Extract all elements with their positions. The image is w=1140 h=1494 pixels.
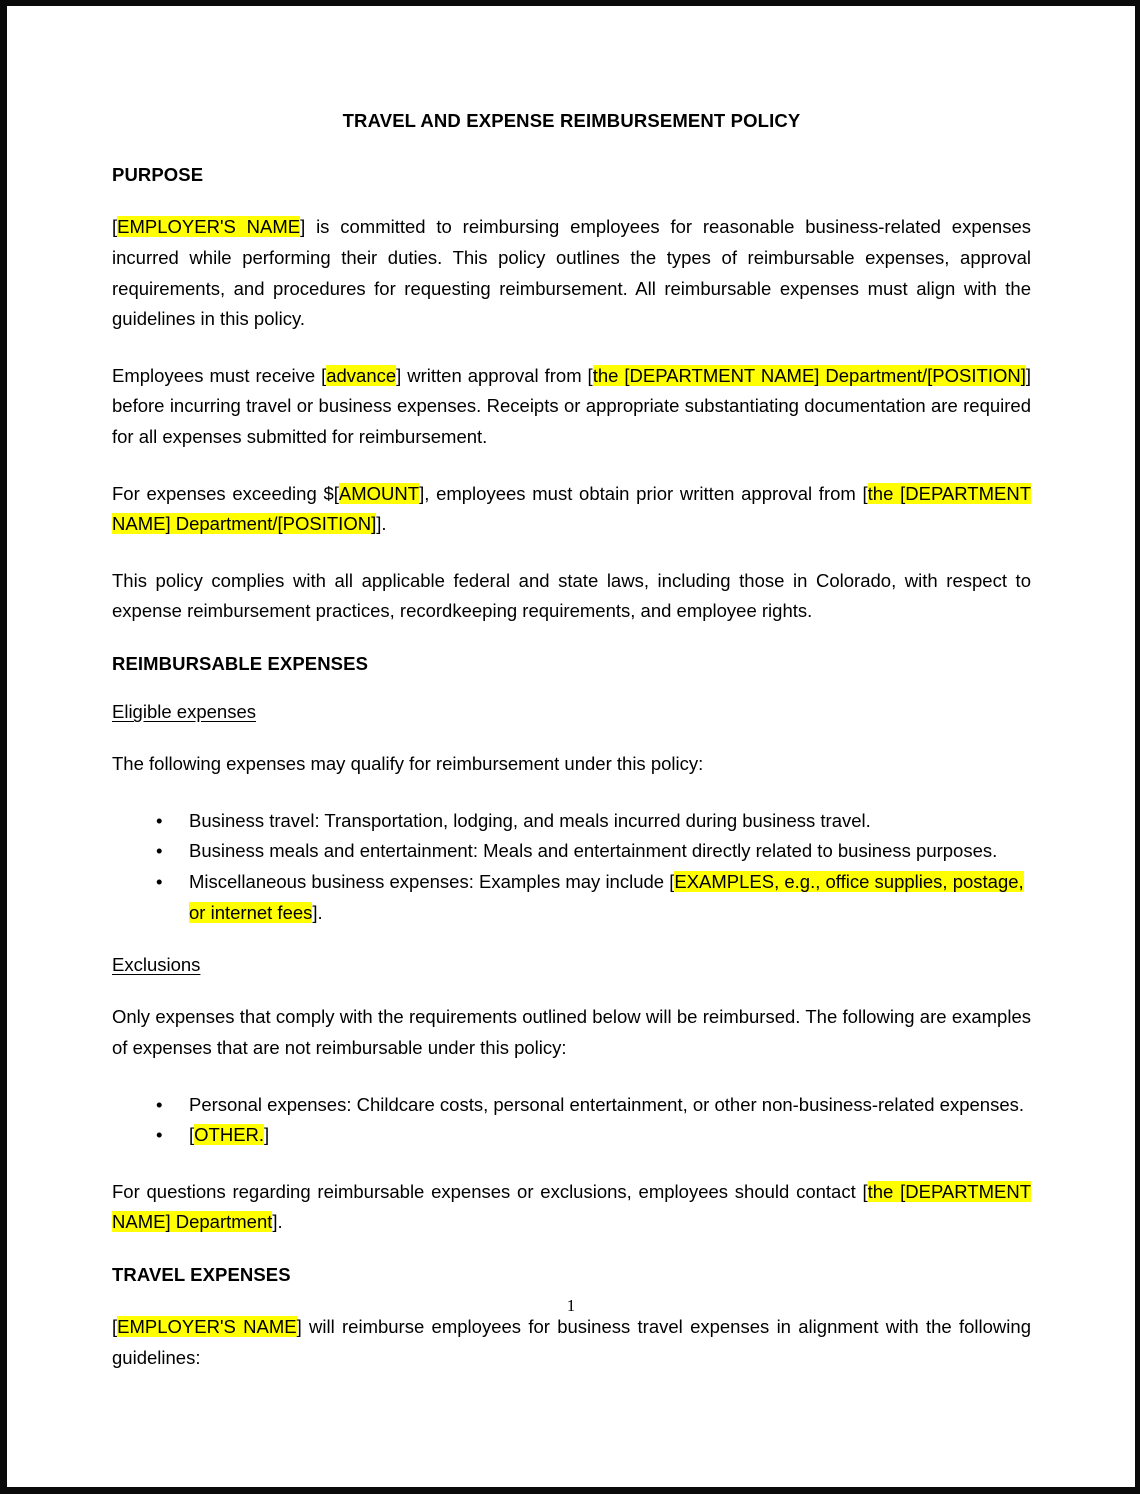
subheading-eligible-expenses: Eligible expenses xyxy=(112,701,256,723)
paragraph-travel-intro-text: ] will reimburse employees for business travel expenses in alignment with the following guidelines: xyxy=(112,1316,1031,1368)
list-item-text: Miscellaneous business expenses: Examples may include [ xyxy=(189,871,675,893)
list-exclusions xyxy=(112,1090,1031,1151)
highlight-department-position: the [DEPARTMENT NAME] Department/[POSITION] xyxy=(592,364,1026,386)
page-number: 1 xyxy=(566,1296,576,1315)
paragraph-purpose-2-mid: ] written approval from [ xyxy=(396,364,593,386)
paragraph-exclusions-intro: Only expenses that comply with the requirements outlined below will be reimbursed. The following are examples of expenses that are not reimbursable under this policy: xyxy=(112,1006,1031,1059)
bracket-open: [ xyxy=(112,216,118,238)
section-heading-purpose: PURPOSE xyxy=(112,164,204,186)
bullet-icon: • xyxy=(156,840,163,862)
page-sheet xyxy=(7,6,1135,1487)
paragraph-purpose-3-tail: ]. xyxy=(376,513,387,535)
highlight-department-contact: the [DEPARTMENT NAME] Department xyxy=(112,1180,1031,1233)
list-item-text: [ xyxy=(189,1124,195,1146)
subheading-exclusions: Exclusions xyxy=(112,954,201,976)
list-item-text: Business meals and entertainment: Meals and entertainment directly related to business purposes. xyxy=(189,840,998,862)
paragraph-purpose-1 xyxy=(112,212,1031,334)
paragraph-contact xyxy=(112,1177,1031,1238)
page-title: TRAVEL AND EXPENSE REIMBURSEMENT POLICY xyxy=(342,110,801,131)
paragraph-eligible-intro: The following expenses may qualify for reimbursement under this policy: xyxy=(112,753,704,775)
highlight-other: OTHER. xyxy=(194,1124,265,1146)
paragraph-purpose-2-tail: ] before incurring travel or business expenses. Receipts or appropriate substantiating documentation are required for all expenses submitted for reimbursement. xyxy=(112,364,1031,447)
section-heading-reimbursable-expenses: REIMBURSABLE EXPENSES xyxy=(112,652,369,674)
highlight-examples: EXAMPLES, e.g., office supplies, postage, or internet fees xyxy=(189,871,1024,923)
list-eligible-expenses xyxy=(112,806,1031,928)
list-item-text: Personal expenses: Childcare costs, personal entertainment, or other non-business-related expenses. xyxy=(189,1093,1025,1115)
list-item xyxy=(112,1090,1031,1121)
list-item-tail: ]. xyxy=(312,901,323,923)
list-item xyxy=(112,1120,1031,1151)
list-item-tail: ] xyxy=(264,1124,270,1146)
paragraph-travel-intro xyxy=(112,1312,1031,1373)
list-item xyxy=(112,867,1031,928)
highlight-advance: advance xyxy=(326,364,397,386)
bullet-icon: • xyxy=(156,871,163,893)
section-heading-travel-expenses: TRAVEL EXPENSES xyxy=(112,1264,291,1285)
list-item xyxy=(112,836,1031,867)
highlight-employer-name: EMPLOYER'S NAME xyxy=(117,216,301,238)
paragraph-purpose-3-lead: For expenses exceeding $[ xyxy=(112,482,339,504)
bullet-icon: • xyxy=(156,1093,163,1115)
highlight-employer-name-2: EMPLOYER'S NAME xyxy=(117,1316,297,1338)
paragraph-purpose-3 xyxy=(112,479,1031,540)
paragraph-contact-tail: ]. xyxy=(272,1211,283,1233)
bullet-icon: • xyxy=(156,809,163,831)
highlight-department-position-2: the [DEPARTMENT NAME] Department/[POSITION] xyxy=(112,482,1031,535)
highlight-amount: AMOUNT xyxy=(338,482,420,504)
list-item xyxy=(112,806,1031,837)
list-item-text: Business travel: Transportation, lodging, and meals incurred during business travel. xyxy=(189,809,871,831)
paragraph-purpose-3-mid: ], employees must obtain prior written approval from [ xyxy=(419,482,868,504)
paragraph-purpose-2-lead: Employees must receive [ xyxy=(112,364,327,386)
paragraph-purpose-1-text: ] is committed to reimbursing employees for reasonable business-related expenses incurred while performing their duties. This policy outlines the types of reimbursable expenses, approval requirements, and procedures for requesting reimbursement. All reimbursable expenses must align with the guidelines in this policy. xyxy=(112,216,1031,330)
document-content xyxy=(112,110,1031,1399)
paragraph-contact-lead: For questions regarding reimbursable expenses or exclusions, employees should contact [ xyxy=(112,1180,868,1202)
paragraph-purpose-4: This policy complies with all applicable federal and state laws, including those in Colorado, with respect to expense reimbursement practices, recordkeeping requirements, and employee rights. xyxy=(112,569,1031,622)
paragraph-purpose-2 xyxy=(112,361,1031,453)
bullet-icon: • xyxy=(156,1124,163,1146)
bracket-open-2: [ xyxy=(112,1316,118,1338)
